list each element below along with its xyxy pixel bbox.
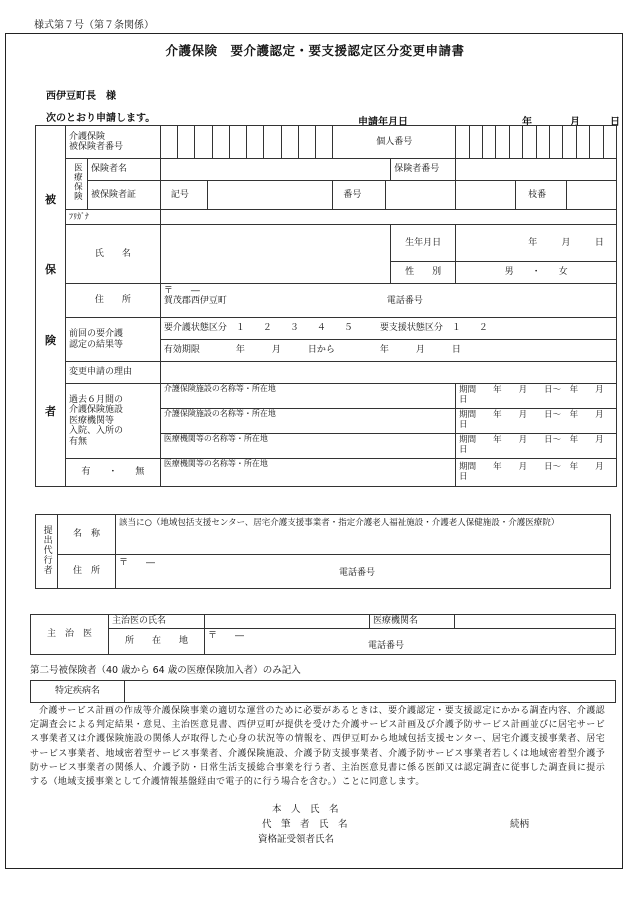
relation-label: 続柄: [510, 819, 530, 830]
disease-field[interactable]: [125, 681, 616, 703]
doctor-address-label: 所 在 地: [109, 629, 205, 655]
care-level-field[interactable]: 要介護状態区分 １ ２ ３ ４ ５ 要支援状態区分 １ ２: [160, 318, 616, 340]
insured-side-label: [36, 126, 66, 487]
card-symbol-cell[interactable]: [160, 181, 333, 210]
birth-field[interactable]: [456, 225, 617, 262]
insurer-number-label: 保険者番号: [391, 159, 456, 181]
second-insured-note: 第二号被保険者（40 歳から 64 歳の医療保険加入者）のみ記入: [30, 665, 301, 676]
doctor-address-field[interactable]: [205, 629, 616, 655]
furigana-label: ﾌﾘｶﾞﾅ: [65, 210, 160, 225]
doctor-institution-field[interactable]: [455, 615, 616, 629]
facility-4-label[interactable]: 医療機関等の名称等・所在地: [160, 459, 455, 487]
medical-ins-label: [65, 159, 87, 210]
card-branch-cell[interactable]: [456, 181, 617, 210]
addressee: 西伊豆町長 様: [46, 91, 116, 102]
medical-ins-text: 医療保険: [72, 163, 83, 202]
card-number-cell[interactable]: [333, 181, 456, 210]
intro-text: 次のとおり申請します。: [46, 113, 156, 124]
birth-day: 日: [594, 237, 604, 248]
prev-result-label: 前回の要介護 認定の結果等: [65, 318, 160, 362]
proxy-address-field[interactable]: [116, 555, 611, 589]
facility-2-label[interactable]: 介護保険施設の名称等・所在地: [160, 409, 455, 434]
form-id: 様式第７号（第７条関係）: [34, 20, 154, 31]
facility-1-period[interactable]: 期間 年 月 日～ 年 月 日: [456, 384, 617, 409]
facility-4-period[interactable]: 期間 年 月 日～ 年 月 日: [456, 459, 617, 487]
doctor-institution-label: 医療機関名: [370, 615, 455, 629]
address-field[interactable]: [160, 284, 616, 318]
insurer-name-label: 保険者名: [87, 159, 160, 181]
change-reason-field[interactable]: [160, 362, 616, 384]
apply-date-day: 日: [610, 117, 620, 128]
proxy-phone-label: 電話番号: [339, 568, 376, 579]
sex-label: 性 別: [391, 262, 456, 284]
birth-year: 年: [528, 237, 538, 248]
applicant-table: [35, 125, 621, 487]
doctor-label: 主 治 医: [31, 615, 109, 655]
address-town: 賀茂郡西伊豆町: [163, 296, 227, 307]
sex-field[interactable]: 男 ・ 女: [456, 262, 617, 284]
personal-number-label: 個人番号: [333, 126, 456, 159]
proxy-name-label: 名 称: [58, 515, 116, 555]
apply-date-year: 年: [522, 117, 532, 128]
consent-text: 介護サービス計画の作成等介護保険事業の適切な運営のために必要があるときは、要介護認定・要支援認定にかかる調査内容、介護認定調査会による判定結果・意見、主治医意見書、西伊豆町が提供を受けた介護サービス計画及び介護予防サービス計画並びに居宅サービス事業者又は介護保険施設の関係人が取得した心身の状況等の情報を、西伊豆町から地域包括支援センター、居宅介護支援事業者、居宅サービス事業者、地域密着型サービス事業者、介護保険施設、介護予防支援事業者、介護予防サービス事業者若しくは地域密着型介護予防サービス事業者の関係人、介護予防・日常生活支援総合事業を行う者、主治医意見書に係る医師又は認定調査に従事した調査員に提示する（地域支援事業として介護情報基盤経由で電子的に行う場合を含む。）ことに同意します。: [30, 706, 605, 788]
yes-no-field[interactable]: 有 ・ 無: [65, 459, 160, 487]
facility-2-period[interactable]: 期間 年 月 日～ 年 月 日: [456, 409, 617, 434]
side-char-4: 者: [44, 404, 56, 418]
proxy-name-field[interactable]: 該当に○（地域包括支援センター、居宅介護支援事業者・指定介護老人福祉施設・介護老人保健施設・介護医療院）: [116, 515, 611, 555]
name-field[interactable]: [160, 225, 390, 284]
cert-receiver-label: 資格証受領者氏名: [258, 834, 335, 845]
apply-date-label: 申請年月日: [358, 117, 408, 128]
insurer-number-field[interactable]: [456, 159, 617, 181]
apply-date-month: 月: [570, 117, 580, 128]
hospital-label: 過去６月間の 介護保険施設 医療機関等 入院、入所の 有無: [65, 384, 160, 459]
proxy-postal: 〒 ―: [119, 558, 156, 568]
proxy-address-label: 住 所: [58, 555, 116, 589]
change-reason-label: 変更申請の理由: [65, 362, 160, 384]
side-char-1: 被: [44, 192, 56, 206]
number-label: 番号: [333, 181, 386, 209]
doctor-name-label: 主治医の氏名: [109, 615, 205, 629]
facility-3-label[interactable]: 医療機関等の名称等・所在地: [160, 434, 455, 459]
validity-field[interactable]: 有効期限 年 月 日から 年 月 日: [160, 340, 616, 362]
proxy-table: [35, 514, 611, 589]
address-postal: 〒 ―: [163, 286, 200, 296]
insured-card-label: 被保険者証: [87, 181, 160, 210]
address-phone-label: 電話番号: [386, 296, 423, 307]
proxy-writer-label: 代 筆 者 氏 名: [262, 819, 348, 830]
insured-number-label: 介護保険 被保険者番号: [65, 126, 160, 159]
branch-label: 枝番: [516, 181, 567, 209]
name-label: 氏 名: [65, 225, 160, 284]
doctor-table: [30, 614, 616, 655]
doctor-phone-label: 電話番号: [368, 641, 405, 652]
personal-number-field[interactable]: [456, 126, 617, 159]
self-name-label: 本 人 氏 名: [272, 804, 339, 815]
furigana-field[interactable]: [160, 210, 616, 225]
insurer-name-field[interactable]: [160, 159, 390, 181]
birth-label: 生年月日: [391, 225, 456, 262]
insured-number-field[interactable]: [160, 126, 333, 159]
disease-label: 特定疾病名: [31, 681, 125, 703]
facility-1-label[interactable]: 介護保険施設の名称等・所在地: [160, 384, 455, 409]
page-title: 介護保険 要介護認定・要支援認定区分変更申請書: [165, 43, 465, 58]
disease-table: [30, 680, 616, 703]
side-char-3: 険: [44, 334, 56, 347]
address-label: 住 所: [65, 284, 160, 318]
birth-month: 月: [561, 237, 571, 248]
proxy-side-text: 提出代行者: [41, 524, 52, 575]
symbol-label: 記号: [161, 181, 208, 209]
doctor-name-field[interactable]: [205, 615, 370, 629]
proxy-side-label: [36, 515, 58, 589]
facility-3-period[interactable]: 期間 年 月 日～ 年 月 日: [456, 434, 617, 459]
doctor-postal: 〒 ―: [208, 631, 245, 641]
side-char-2: 保: [44, 263, 56, 277]
